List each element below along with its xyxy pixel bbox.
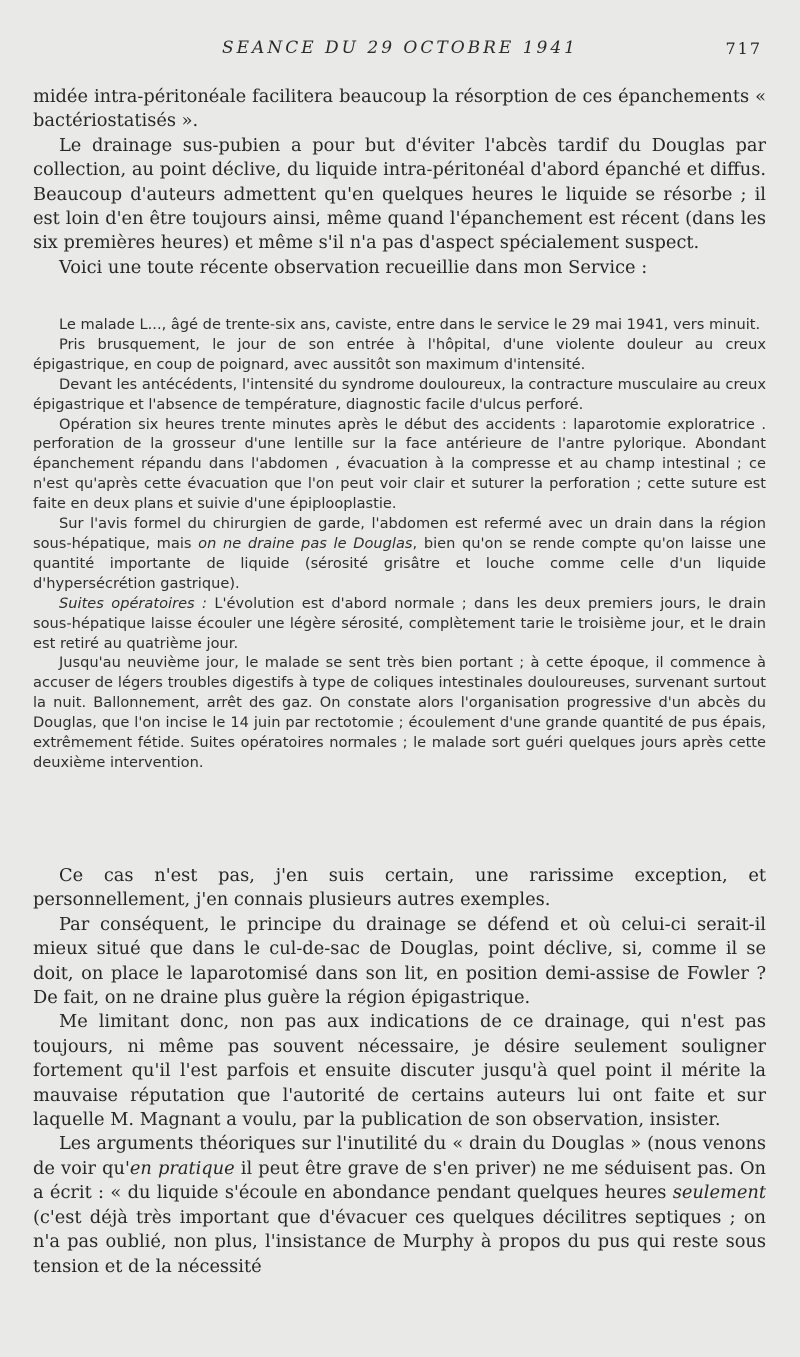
text-run: (c'est déjà très important que d'évacuer ces quelques décilitres septiques ; on n'a pas oublié, non plus, l'insistance de Murphy à propos du pus qui reste sous tension et de la nécessité [33, 1206, 766, 1277]
observation-paragraph: Devant les antécédents, l'intensité du syndrome douloureux, la contracture musculaire au creux épigastrique et l'absence de température, diagnostic facile d'ulcus perforé. [33, 375, 766, 413]
text-run: Les arguments théoriques sur l'inutilité du « drain du Douglas » (nous venons de voir qu' [33, 1133, 766, 1179]
paragraph: Ce cas n'est pas, j'en suis certain, une rarissime exception, et personnellement, j'en connais plusieurs autres exemples. [33, 865, 766, 911]
running-header [0, 38, 800, 62]
text-run: L'évolution est d'abord normale ; dans les deux premiers jours, le drain sous-hépatique laisse écouler une légère sérosité, complètement tarie le troisième jour, et le drain est retiré au quatrième jour. [33, 594, 767, 652]
emphasis: Suites opératoires : [59, 594, 207, 612]
observation-paragraph [33, 514, 766, 594]
paragraph-continuation: midée intra-péritonéale facilitera beaucoup la résorption de ces épanchements « bactériostatisés ». [33, 86, 766, 132]
paragraph: Me limitant donc, non pas aux indications de ce drainage, qui n'est pas toujours, ni même pas souvent nécessaire, je désire seulement souligner fortement qu'il l'est parfois et ensuite discuter jusqu'à quel point il mérite la mauvaise réputation que l'autorité de certains auteurs lui ont faite et sur laquelle M. Magnant a voulu, par la publication de son observation, insister. [33, 1011, 766, 1131]
paragraph-drainage: Le drainage sus-pubien a pour but d'éviter l'abcès tardif du Douglas par collection, au point déclive, du liquide intra-péritonéal d'abord épanché et diffus. Beaucoup d'auteurs admettent qu'en quelques heures le liquide se résorbe ; il est loin d'en être toujours ainsi, même quand l'épanchement est récent (dans les six premières heures) et même s'il n'a pas d'aspect spécialement suspect. [33, 134, 766, 254]
observation-paragraph [33, 594, 766, 654]
paragraph: Par conséquent, le principe du drainage se défend et où celui-ci serait-il mieux situé que dans le cul-de-sac de Douglas, point déclive, si, comme il se doit, on place le laparotomisé dans son lit, en position demi-assise de Fowler ? De fait, on ne draine plus guère la région épigastrique. [33, 913, 766, 1009]
emphasis: seulement [672, 1182, 766, 1204]
main-text-upper [33, 85, 766, 280]
text-run: Sur l'avis formel du chirurgien de garde, l'abdomen est refermé avec un drain dans la région sous-hépatique, mais [33, 515, 766, 552]
observation-paragraph: Opération six heures trente minutes après le début des accidents : laparotomie exploratrice . perforation de la grosseur d'une lentille sur la face antérieure de l'antre pylorique. Abondant épanchement répandu dans l'abdomen , évacuation à la compresse et au champ intestinal ; ce n'est qu'après cette évacuation que l'on peut voir clair et suturer la perforation ; cette suture est faite en deux plans et suivie d'une épiplooplastie. [33, 415, 766, 513]
text-run: , bien qu'on se rende compte qu'on laisse une quantité importante de liquide (sérosité grisâtre et louche comme celle d'un liquide d'hypersécrétion gastrique). [33, 534, 767, 592]
text-run: il peut être grave de s'en priver) ne me séduisent pas. On a écrit : « du liquide s'écoule en abondance pendant quelques heures [33, 1157, 766, 1204]
main-text-lower [33, 864, 766, 1279]
case-observation [33, 315, 766, 773]
header-title: SEANCE DU 29 OCTOBRE 1941 [221, 38, 578, 58]
emphasis: on ne draine pas le Douglas [198, 534, 413, 552]
paragraph-observation-intro: Voici une toute récente observation recueillie dans mon Service : [59, 256, 648, 278]
observation-paragraph: Le malade L..., âgé de trente-six ans, caviste, entre dans le service le 29 mai 1941, vers minuit. [59, 316, 761, 333]
observation-paragraph: Pris brusquement, le jour de son entrée à l'hôpital, d'une violente douleur au creux épigastrique, en coup de poignard, avec aussitôt son maximum d'intensité. [33, 335, 766, 373]
emphasis: en pratique [129, 1157, 235, 1179]
page-number: 717 [725, 39, 762, 58]
observation-paragraph: Jusqu'au neuvième jour, le malade se sent très bien portant ; à cette époque, il commence à accuser de légers troubles digestifs à type de coliques intestinales douloureuses, survenant surtout la nuit. Ballonnement, arrêt des gaz. On constate alors l'organisation progressive d'un abcès du Douglas, que l'on incise le 14 juin par rectotomie ; écoulement d'une grande quantité de pus épais, extrêmement fétide. Suites opératoires normales ; le malade sort guéri quelques jours après cette deuxième intervention. [33, 654, 766, 771]
paragraph [33, 1132, 766, 1278]
